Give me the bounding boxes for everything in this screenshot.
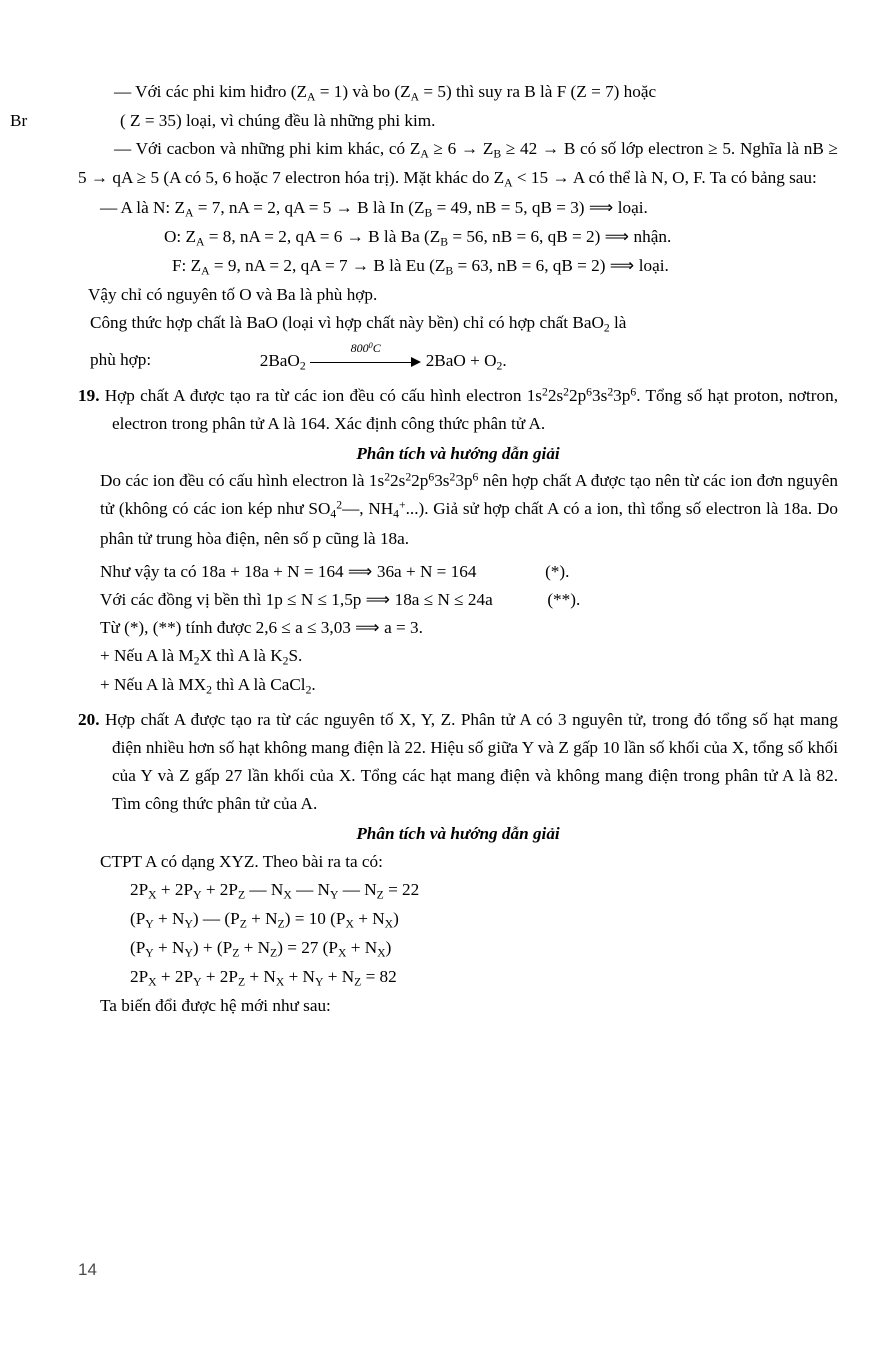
document-body (10, 78, 838, 1020)
problem-20 (78, 706, 838, 817)
problem-20-equation-4: $2P_X + 2P_Y + 2P_Z + N_X + N_Y + N_Z = 82$ (130, 967, 397, 989)
problem-19-number: 19. (78, 385, 100, 405)
reaction-arrow (310, 341, 422, 372)
problem-19-line5: + Nếu A là $MX_2$ thì A là CaCl$_2$. (100, 675, 316, 697)
problem-20-closing: Ta biến đổi được hệ mới như sau: (100, 996, 331, 1016)
problem-20-equation-3: $(P_Y + N_Y) + (P_Z + N_Z) = 27$ $(P_X + N_X)$ (130, 938, 392, 960)
problem-19: 19. Hợp chất A được tạo ra từ các ion đều có cấu hình electron $1s^22s^22p^63s^23p^6$. Tổng số hạt proton, nơtron, electron trong phân tử A là 164. Xác định công thức phân tử A. (78, 385, 838, 433)
problem-20-number: 20. (78, 710, 100, 730)
problem-19-line2 (100, 586, 838, 614)
paragraph-b1: — Với các phi kim hiđro $(Z_A = 1)$ và bo $(Z_A = 5)$ thì suy ra B là F (Z = 7) hoặc (114, 82, 657, 104)
paragraph-b3: — Với cacbon và những phi kim khác, có $Z_A \ge 6 \to Z_B \ge 42 \to B$ có số lớp electron ≥ 5. Nghĩa là nB ≥ 5 → qA ≥ 5 (A có 5, 6 hoặc 7 electron hóa trị). Mặt khác do $Z_A < 15 \to A$ có thể là N, O, F. Ta có bảng sau: (78, 139, 838, 190)
paragraph-b7: Vậy chỉ có nguyên tố O và Ba là phù hợp. (88, 285, 378, 305)
problem-20-intro: CTPT A có dạng XYZ. Theo bài ra ta có: (100, 851, 383, 871)
problem-19-para1: Do các ion đều có cấu hình electron là $1s^22s^22p^63s^23p^6$ nên hợp chất A được tạo nên từ các ion đơn nguyên tử (không có các ion kép như $SO_4^2—$, $NH_4^+$...). Giả sử hợp chất A có a ion, thì tổng số electron là 18a. Do phân tử trung hòa điện, nên số p cũng là 18a. (100, 470, 838, 548)
solution-heading-20: Phân tích và hướng dẫn giải (356, 823, 560, 843)
paragraph-b4: — A là N: $Z_A = 7$, nA = 2, qA = 5 → B là In ($Z_B = 49$, nB = 5, qB = 3) ⟹ loại. (100, 197, 648, 219)
problem-19-line2-tag: (**). (547, 590, 581, 610)
solution-heading-19: Phân tích và hướng dẫn giải (356, 443, 560, 463)
page-number: 14 (78, 1260, 97, 1279)
reaction-line: phù hợp: 2BaO$_2$ $800^0C$ $2BaO + O_2$. (90, 346, 838, 376)
problem-19-line1-text: Như vậy ta có 18a + 18a + N = 164 ⟹ 36a + N = 164 (100, 562, 477, 582)
problem-20-statement: Hợp chất A được tạo ra từ các nguyên tố X, Y, Z. Phân tử A có 3 nguyên tử, trong đó tổng số hạt mang điện nhiều hơn số hạt không mang điện là 22. Hiệu số giữa Y và Z gấp 10 lần số khối của X, tổng số khối của Y và Z gấp 27 lần khối của X. Tổng các hạt mang điện và không mang điện trong phân tử A là 82. Tìm công thức phân tử của A. (104, 710, 838, 814)
paragraph-b6: F: $Z_A = 9$, nA = 2, qA = 7 → B là Eu ($Z_B = 63$, nB = 6, qB = 2) ⟹ loại. (172, 255, 669, 278)
paragraph-b8: Công thức hợp chất là BaO (loại vì hợp chất này bền) chỉ có hợp chất BaO$_2$ là (90, 313, 627, 335)
problem-19-line4: + Nếu A là $M_2X$ thì A là $K_2S$. (100, 646, 303, 668)
reaction-right: $2BaO + O_2$. (425, 350, 507, 372)
problem-19-line1-tag: (*). (545, 562, 570, 582)
reaction-condition: $800^0C$ (350, 341, 381, 356)
problem-20-equation-1: $2P_X + 2P_Y + 2P_Z$ — $N_X$ — $N_Y$ — $N_Z = 22$ (130, 879, 420, 901)
problem-19-line2-text: Với các đồng vị bền thì 1p ≤ N ≤ 1,5p ⟹ 18a ≤ N ≤ 24a (100, 590, 493, 610)
br-label: Br (10, 111, 28, 131)
problem-19-line3: Từ (*), (**) tính được 2,6 ≤ a ≤ 3,03 ⟹ a = 3. (100, 618, 423, 638)
problem-20-equation-2: $(P_Y + N_Y)$ — $(P_Z + N_Z) = 10$ $(P_X + N_X)$ (130, 908, 399, 931)
paragraph-b2: Br ( Z = 35) loại, vì chúng đều là những phi kim. (78, 107, 838, 135)
problem-19-line1 (100, 558, 838, 586)
reaction-left: 2BaO$_2$ (259, 350, 306, 372)
paragraph-b5: O: $Z_A = 8$, nA = 2, qA = 6 → B là Ba ($Z_B = 56$, nB = 6, qB = 2) ⟹ nhận. (164, 226, 672, 248)
